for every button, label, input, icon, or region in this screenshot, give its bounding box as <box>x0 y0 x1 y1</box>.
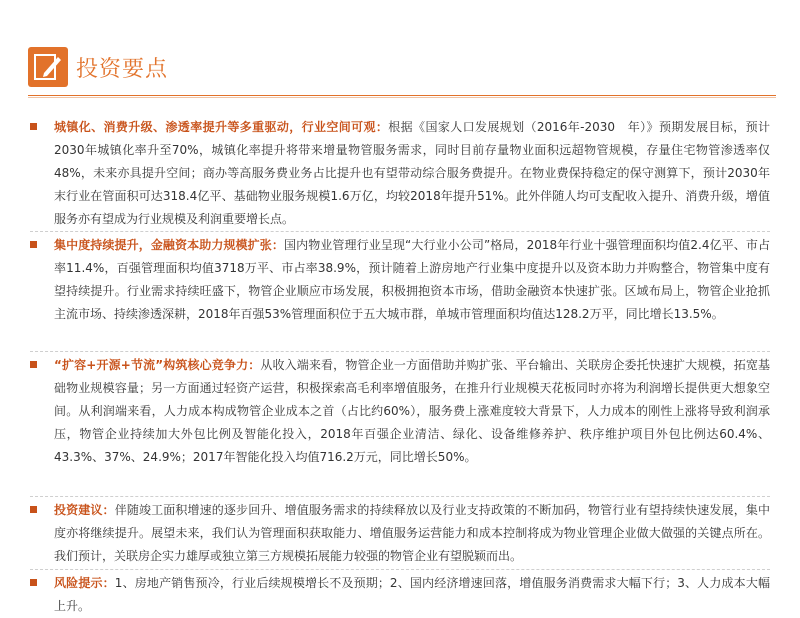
item-text: 1、房地产销售预冷，行业后续规模增长不及预期；2、国内经济增速回落，增值服务消费需求大幅下行；3、人力成本大幅上升。 <box>54 576 770 613</box>
title-divider-shadow <box>28 97 776 98</box>
item-keyword: 城镇化、消费升级、渗透率提升等多重驱动，行业空间可观： <box>54 120 389 134</box>
bullet-item-concentration <box>0 234 800 349</box>
item-keyword: 集中度持续提升，金融资本助力规模扩张： <box>54 238 284 252</box>
item-text: 伴随竣工面积增速的逐步回升、增值服务需求的持续释放以及行业支持政策的不断加码，物管行业有望持续快速发展，集中度亦将继续提升。展望未来，我们认为管理面积获取能力、增值服务运营能力和成本控制将成为物业管理企业做大做强的关键点所在。我们预计，关联房企实力雄厚或独立第三方规模拓展能力较强的物管企业有望脱颖而出。 <box>54 503 770 563</box>
pencil-note-icon <box>28 47 68 87</box>
divider <box>30 351 770 352</box>
bullet-item-investment-advice <box>0 499 800 567</box>
item-text: 国内物业管理行业呈现“大行业小公司”格局，2018年行业十强管理面积均值2.4亿平、市占率11.4%，百强管理面积均值3718万平、市占率38.9%，预计随着上游房地产行业集中度提升以及资本助力并购整合，物管集中度有望持续提升。行业需求持续旺盛下，物管企业顺应市场发展，积极拥抱资本市场，借助金融资本快速扩张。区域布局上，物管企业抢抓主流市场、持续渗透深耕，2018年百强53%管理面积位于五大城市群，单城市管理面积均值达128.2万平，同比增长13.5%。 <box>54 238 770 321</box>
bullet-item-risk <box>0 572 800 618</box>
item-keyword: 投资建议： <box>54 503 115 517</box>
content <box>0 116 800 618</box>
page-title: 投资要点 <box>76 56 169 82</box>
paragraph <box>54 116 770 231</box>
header <box>28 44 168 90</box>
bullet-square-icon <box>30 361 37 368</box>
bullet-item-urbanization <box>0 116 800 229</box>
paragraph <box>54 572 770 618</box>
divider <box>30 496 770 497</box>
divider <box>30 569 770 570</box>
paragraph <box>54 499 770 568</box>
item-text: 根据《国家人口发展规划（2016年-2030 年）》预期发展目标，预计2030年城镇化率升至70%，城镇化率提升将带来增量物管服务需求，同时目前存量物业面积远超物管规模，存量住宅物管渗透率仅48%，未来亦具提升空间；商办等高服务费业务占比提升也有望带动综合服务费提升。在物业费保持稳定的保守测算下，预计2030年末行业在管面积可达318.4亿平、基础物业服务规模1.6万亿，均较2018年提升51%。此外伴随人均可支配收入提升、消费升级，增值服务亦有望成为行业规模及利润重要增长点。 <box>54 120 770 226</box>
divider <box>30 231 770 232</box>
item-keyword: 风险提示： <box>54 576 115 590</box>
bullet-square-icon <box>30 241 37 248</box>
bullet-square-icon <box>30 579 37 586</box>
bullet-square-icon <box>30 506 37 513</box>
paragraph <box>54 234 770 326</box>
title-divider <box>28 95 776 96</box>
item-keyword: “扩容+开源+节流”构筑核心竞争力： <box>54 358 261 372</box>
bullet-item-competitiveness <box>0 354 800 494</box>
item-text: 从收入端来看，物管企业一方面借助并购扩张、平台输出、关联房企委托快速扩大规模，拓宽基础物业规模容量；另一方面通过轻资产运营，积极探索高毛利率增值服务，在推升行业规模天花板同时亦将为利润增长提供更大想象空间。从利润端来看，人力成本构成物管企业成本之首（占比约60%），服务费上涨难度较大背景下，人力成本的刚性上涨将导致利润承压，物管企业持续加大外包比例及智能化投入，2018年百强企业清洁、绿化、设备维修养护、秩序维护项目外包比例达60.4%、43.3%、37%、24.9%；2017年智能化投入均值716.2万元，同比增长50%。 <box>54 358 770 464</box>
paragraph <box>54 354 770 469</box>
bullet-square-icon <box>30 123 37 130</box>
